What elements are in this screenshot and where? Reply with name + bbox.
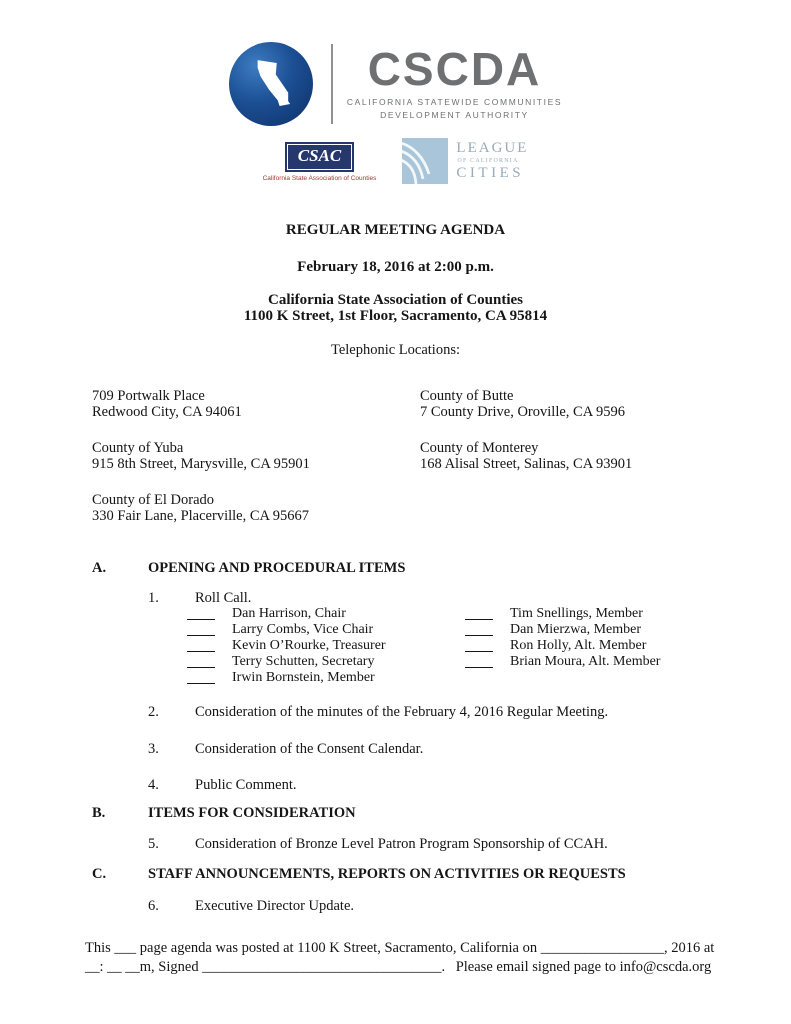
cscda-wordmark-block [347, 45, 562, 122]
roll-call-entry [465, 622, 791, 638]
item-number: 6. [148, 898, 159, 914]
telephonic-locations-label: Telephonic Locations: [330, 342, 461, 358]
agenda-item-4 [0, 777, 791, 793]
roll-call-entry [465, 654, 791, 670]
location-address: 915 8th Street, Marysville, CA 95901 [92, 456, 310, 472]
agenda-item-6 [0, 898, 791, 914]
roll-call-blank [465, 667, 493, 668]
location-butte [420, 388, 791, 420]
item-text: Consideration of the minutes of the February 4, 2016 Regular Meeting. [195, 704, 609, 720]
location-address: 7 County Drive, Oroville, CA 9596 [420, 404, 626, 420]
telephonic-locations-list [0, 388, 791, 524]
csac-tagline: California State Association of Counties [262, 175, 377, 182]
roll-call-entry [187, 606, 465, 622]
roll-call-entry [187, 654, 465, 670]
roll-call-name: Irwin Bornstein, Member [232, 670, 375, 685]
section-c-heading [0, 866, 791, 882]
roll-call-name: Tim Snellings, Member [510, 606, 643, 621]
item-text: Consideration of Bronze Level Patron Program Sponsorship of CCAH. [195, 836, 608, 852]
venue-address: 1100 K Street, 1st Floor, Sacramento, CA 95814 [243, 308, 548, 324]
agenda-item-3 [0, 741, 791, 757]
item-text: Executive Director Update. [195, 898, 355, 914]
section-a-heading [0, 560, 791, 576]
league-waves-icon [402, 138, 448, 184]
cscda-tagline-line2: DEVELOPMENT AUTHORITY [380, 110, 529, 121]
league-line2: OF CALIFORNIA [457, 158, 519, 164]
logo-divider [331, 44, 333, 124]
roll-call-entry [187, 622, 465, 638]
league-of-california-cities-logo [402, 138, 528, 184]
partner-logos [0, 138, 791, 190]
posting-notice-line2-prefix: __: __ __m, Signed [85, 959, 199, 975]
roll-call-entry [187, 638, 465, 654]
cscda-tagline-line1: CALIFORNIA STATEWIDE COMMUNITIES [346, 96, 563, 107]
roll-call-name: Dan Mierzwa, Member [510, 622, 642, 637]
section-b-heading [0, 805, 791, 821]
roll-call-name: Dan Harrison, Chair [232, 606, 346, 621]
csac-wordmark: CSAC [297, 146, 342, 165]
location-el-dorado [92, 492, 420, 524]
agenda-item-1 [0, 590, 791, 606]
roll-call-blank [187, 651, 215, 652]
roll-call-name: Ron Holly, Alt. Member [510, 638, 647, 653]
item-number: 3. [148, 741, 159, 757]
cscda-logo [0, 0, 791, 126]
venue-name: California State Association of Counties [268, 292, 523, 308]
roll-call-right-column [465, 606, 791, 686]
roll-call-entry [465, 606, 791, 622]
csac-logo [263, 142, 377, 182]
location-name: County of Monterey [420, 440, 539, 456]
location-portwalk [92, 388, 420, 420]
roll-call-list [0, 606, 791, 686]
cscda-wordmark: CSCDA [367, 43, 542, 96]
cscda-tagline [347, 96, 562, 123]
roll-call-entry [465, 638, 791, 654]
agenda-item-2 [0, 704, 791, 720]
section-letter: B. [92, 805, 106, 821]
location-address: 168 Alisal Street, Salinas, CA 93901 [420, 456, 633, 472]
item-text: Roll Call. [195, 590, 252, 606]
csac-logo-box [285, 142, 354, 172]
posting-notice-line2 [85, 958, 791, 977]
section-letter: C. [92, 866, 107, 882]
roll-call-blank [187, 635, 215, 636]
league-wordmark [456, 141, 528, 181]
section-title: ITEMS FOR CONSIDERATION [148, 805, 356, 821]
roll-call-blank [465, 619, 493, 620]
location-name: County of Yuba [92, 440, 184, 456]
posting-notice-line1: This ___ page agenda was posted at 1100 K Street, Sacramento, California on _________________, 2016 at [85, 940, 715, 956]
item-number: 4. [148, 777, 159, 793]
roll-call-blank [465, 635, 493, 636]
item-number: 2. [148, 704, 159, 720]
roll-call-blank [465, 651, 493, 652]
meeting-datetime: February 18, 2016 at 2:00 p.m. [297, 259, 494, 275]
item-number: 5. [148, 836, 159, 852]
location-name: 709 Portwalk Place [92, 388, 205, 404]
california-silhouette-icon [250, 58, 292, 110]
roll-call-name: Brian Moura, Alt. Member [510, 654, 661, 669]
posting-notice-email-text: Please email signed page to info@cscda.org [455, 959, 712, 975]
roll-call-blank [187, 683, 215, 684]
roll-call-left-column [187, 606, 465, 686]
roll-call-entry [187, 670, 465, 686]
california-state-icon [229, 42, 313, 126]
page-title: REGULAR MEETING AGENDA [285, 222, 506, 238]
posting-notice [0, 939, 791, 977]
csac-logo-inner-border [287, 144, 352, 170]
section-title: OPENING AND PROCEDURAL ITEMS [148, 560, 406, 576]
location-yuba [92, 440, 420, 472]
roll-call-blank [187, 667, 215, 668]
roll-call-name: Kevin O’Rourke, Treasurer [232, 638, 386, 653]
location-address: Redwood City, CA 94061 [92, 404, 242, 420]
signature-blank-line: _________________________________. [202, 959, 446, 975]
item-number: 1. [148, 590, 159, 606]
agenda-item-5 [0, 836, 791, 852]
location-name: County of Butte [420, 388, 514, 404]
location-name: County of El Dorado [92, 492, 215, 508]
section-title: STAFF ANNOUNCEMENTS, REPORTS ON ACTIVITIES OR REQUESTS [148, 866, 626, 882]
location-monterey [420, 440, 791, 472]
location-address: 330 Fair Lane, Placerville, CA 95667 [92, 508, 310, 524]
league-line1: LEAGUE [456, 140, 529, 156]
roll-call-name: Larry Combs, Vice Chair [232, 622, 374, 637]
league-line3: CITIES [456, 165, 525, 181]
venue-block [0, 292, 791, 324]
item-text: Consideration of the Consent Calendar. [195, 741, 424, 757]
item-text: Public Comment. [195, 777, 297, 793]
section-letter: A. [92, 560, 107, 576]
roll-call-name: Terry Schutten, Secretary [232, 654, 375, 669]
roll-call-blank [187, 619, 215, 620]
